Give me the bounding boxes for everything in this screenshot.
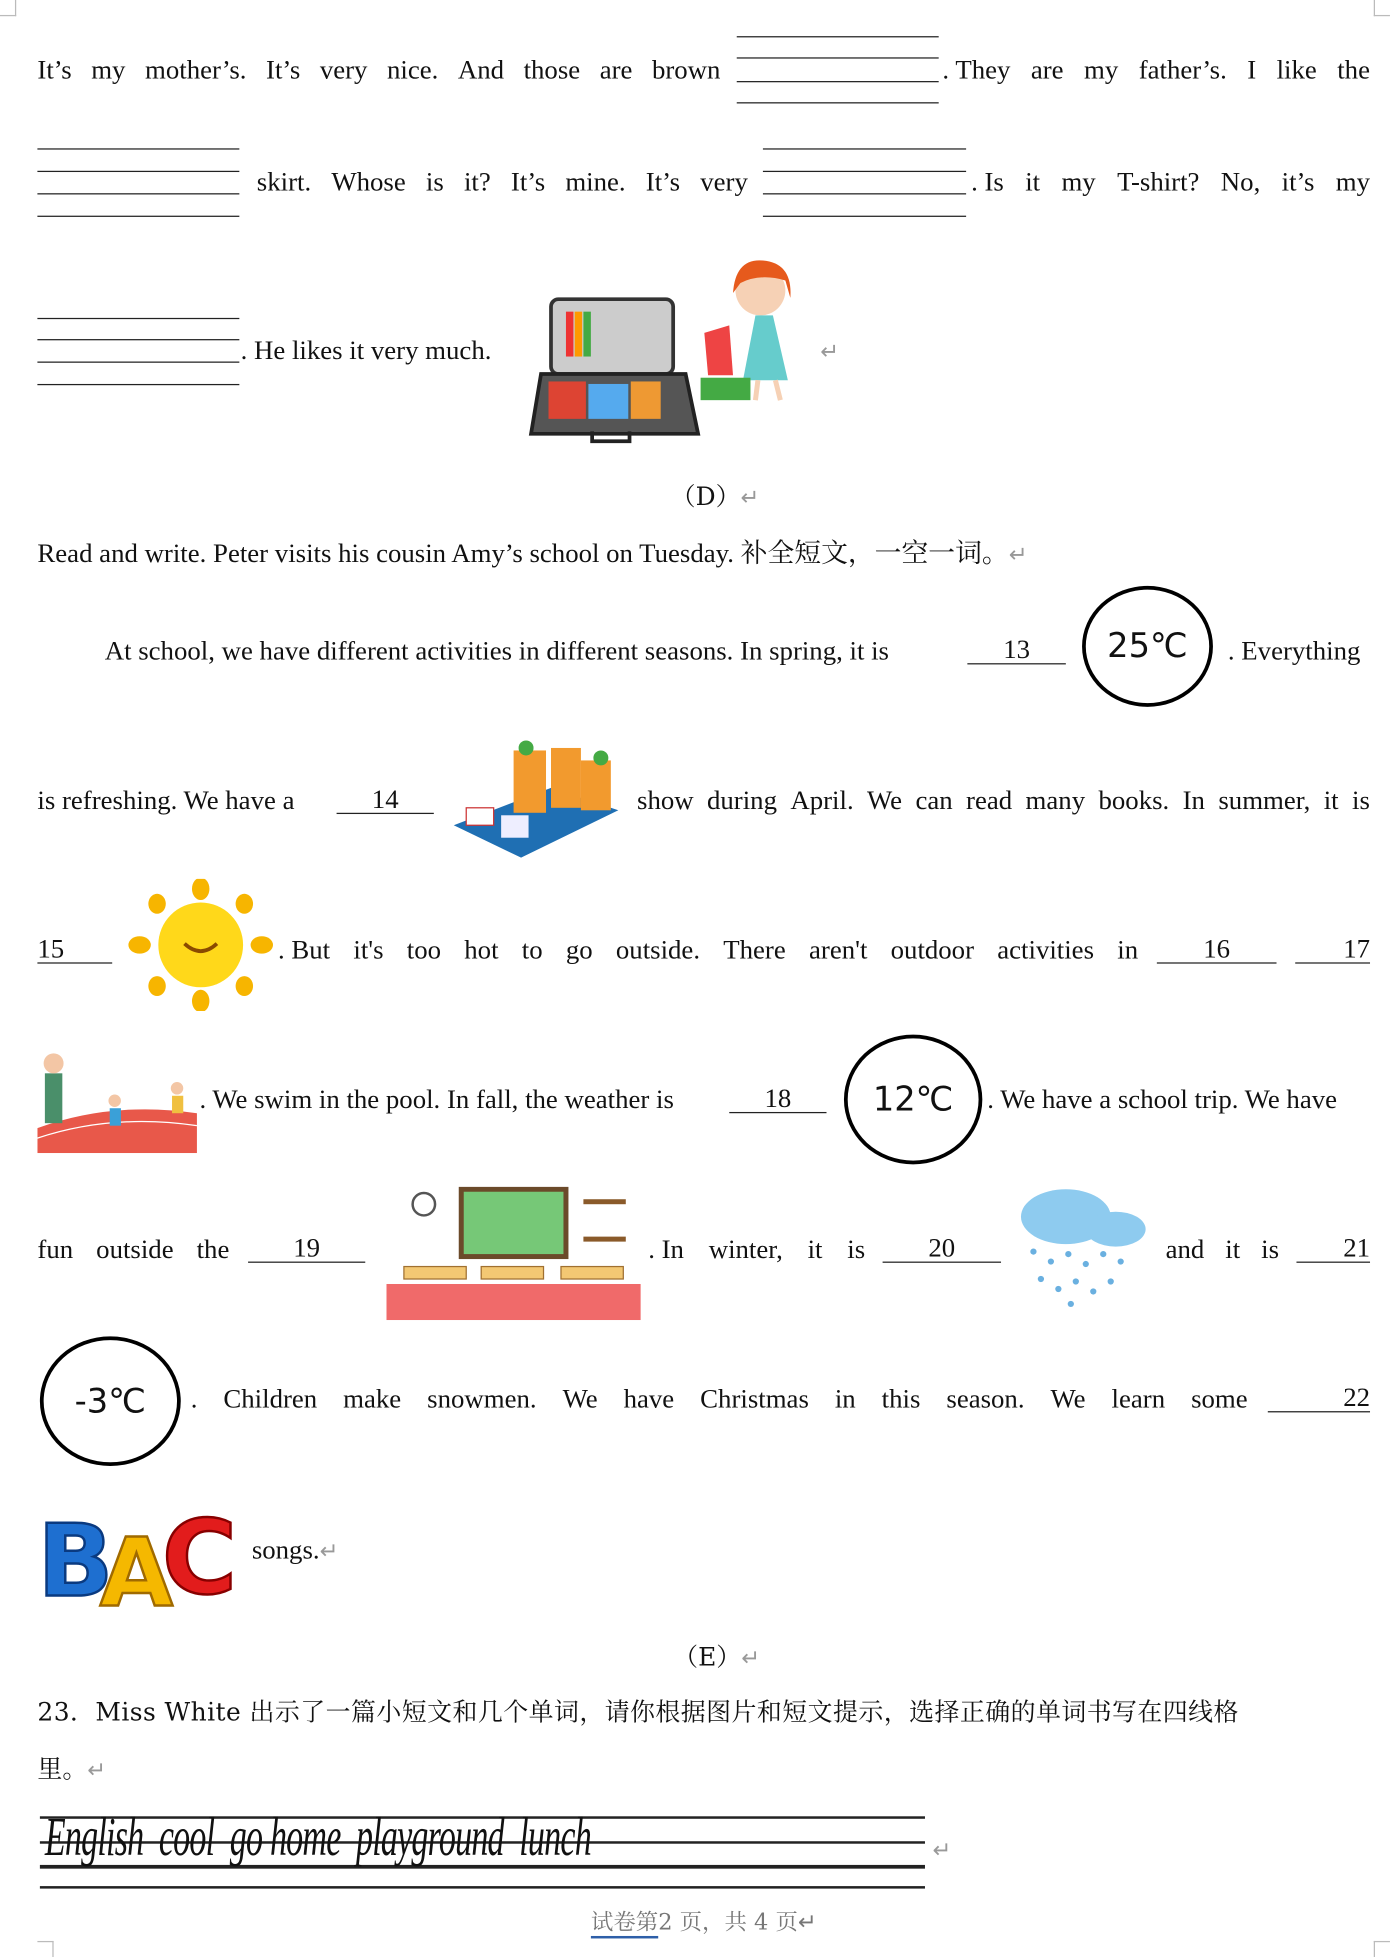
word: We: [867, 785, 903, 816]
blank-14[interactable]: 14: [337, 785, 434, 814]
word: is: [1351, 785, 1370, 816]
passage-text: [191, 1384, 1248, 1415]
word: It’s: [645, 167, 681, 197]
section-d-label: （D）↵: [670, 481, 760, 512]
passage-text: is refreshing. We have a: [37, 785, 295, 816]
word: . In: [648, 1234, 684, 1265]
word: winter,: [708, 1234, 783, 1265]
blank-19[interactable]: 19: [248, 1234, 365, 1263]
word: like: [1276, 54, 1317, 85]
word: outside: [96, 1234, 174, 1265]
word: April.: [790, 785, 854, 816]
paragraph-mark: ↵: [820, 339, 840, 365]
page-footer: 试卷第2 页，共 4 页↵: [591, 1905, 817, 1937]
word: outdoor: [890, 934, 975, 965]
svg-text:A: A: [99, 1518, 174, 1616]
word: very: [319, 54, 368, 85]
word: too: [406, 934, 442, 965]
word: make: [343, 1383, 402, 1414]
word: during: [706, 785, 777, 816]
word: summer,: [1218, 785, 1311, 816]
blank-21[interactable]: 21: [1296, 1234, 1370, 1263]
word: my: [1084, 54, 1119, 85]
text-line: [257, 167, 748, 198]
text-line: . He likes it very much.: [240, 335, 492, 366]
kids-running-image: [37, 1051, 197, 1153]
word: in: [834, 1383, 856, 1414]
word: mine.: [565, 167, 626, 197]
word: my: [91, 54, 126, 85]
passage-text: songs.↵: [251, 1534, 339, 1565]
word: have: [623, 1383, 675, 1414]
passage-text: . We have a school trip. We have: [987, 1084, 1338, 1115]
abc-letters-image: [37, 1483, 239, 1615]
word: are: [1030, 54, 1064, 85]
temperature-minus3-circle: -3℃: [40, 1336, 181, 1466]
passage-text: [1166, 1234, 1279, 1265]
word: my: [1061, 167, 1096, 197]
word: activities: [997, 934, 1095, 965]
temperature-25-circle: 25℃: [1082, 586, 1213, 707]
word: in: [1117, 934, 1139, 965]
word: my: [1335, 167, 1371, 197]
word: . But: [277, 934, 331, 965]
suitcase-image: [524, 297, 702, 444]
word-bank-words: English cool go home playground lunch: [44, 1806, 591, 1868]
word: In: [1182, 785, 1205, 816]
text-line: [37, 55, 720, 86]
word: Children: [223, 1383, 318, 1414]
word: show: [637, 785, 694, 816]
corner-mark: [0, 0, 16, 16]
word: books.: [1098, 785, 1170, 816]
corner-mark: [1374, 1941, 1390, 1957]
word: nice.: [386, 54, 439, 85]
passage-text: [278, 935, 1138, 966]
word: go: [565, 934, 593, 965]
word: It’s: [37, 54, 72, 85]
word: some: [1191, 1383, 1248, 1414]
word: season.: [946, 1383, 1025, 1414]
blank-20[interactable]: 20: [883, 1234, 1001, 1263]
word: it: [807, 1234, 823, 1265]
word: outside.: [615, 934, 701, 965]
word: it: [1323, 785, 1339, 816]
word: to: [521, 934, 543, 965]
blank-15[interactable]: 15: [37, 935, 112, 964]
word: mother’s.: [144, 54, 247, 85]
word: There: [723, 934, 786, 965]
paragraph-mark: ↵: [932, 1837, 952, 1863]
word: We: [562, 1383, 598, 1414]
blank-17[interactable]: 17: [1295, 935, 1370, 964]
word: can: [915, 785, 953, 816]
word: And: [457, 54, 505, 85]
word: . Is: [971, 167, 1004, 197]
section-e-label: （E）↵: [673, 1641, 761, 1672]
word: is: [847, 1234, 866, 1265]
word: it: [1225, 1234, 1241, 1265]
word: read: [966, 785, 1013, 816]
word: skirt.: [256, 167, 312, 197]
sun-image: [127, 879, 274, 1011]
word: aren't: [809, 934, 868, 965]
word: We: [1050, 1383, 1086, 1414]
text-line: [942, 55, 1370, 86]
rain-cloud-image: [1016, 1184, 1148, 1309]
passage-text: [37, 1234, 229, 1265]
word: are: [599, 54, 633, 85]
word: and: [1165, 1234, 1205, 1265]
word: it's: [353, 934, 384, 965]
word: the: [1337, 54, 1370, 85]
word: .: [190, 1383, 198, 1414]
temperature-12-circle: 12℃: [844, 1035, 982, 1165]
blank-18[interactable]: 18: [729, 1085, 826, 1114]
word: . They: [942, 54, 1011, 85]
word: brown: [651, 54, 721, 85]
word: it: [1025, 167, 1041, 197]
word: many: [1025, 785, 1086, 816]
book-show-image: [451, 738, 619, 864]
word: father’s.: [1138, 54, 1227, 85]
question-23: 23．Miss White 出示了一篇小短文和几个单词，请你根据图片和短文提示，选择正确的单词书写在四线格: [37, 1696, 1239, 1727]
word: It’s: [510, 167, 546, 197]
word: hot: [464, 934, 499, 965]
word: I: [1247, 54, 1257, 85]
corner-mark: [37, 1941, 53, 1957]
classroom-image: [386, 1187, 640, 1320]
word: No,: [1220, 167, 1261, 197]
svg-text:C: C: [162, 1499, 238, 1616]
word: is: [425, 167, 444, 197]
text-line: [971, 167, 1370, 198]
word: the: [196, 1234, 230, 1265]
question-23-cont: 里。↵: [37, 1753, 107, 1784]
word: those: [523, 54, 581, 85]
blank-22[interactable]: 22: [1268, 1384, 1370, 1413]
passage-text: . We swim in the pool. In fall, the weather is: [199, 1084, 674, 1115]
girl-with-clothes-image: [698, 256, 818, 403]
blank-16[interactable]: 16: [1157, 935, 1277, 964]
corner-mark: [1374, 0, 1390, 16]
svg-text:B: B: [37, 1502, 114, 1616]
word: learn: [1111, 1383, 1166, 1414]
blank-13[interactable]: 13: [967, 636, 1065, 665]
word: fun: [37, 1234, 74, 1265]
passage-text: At school, we have different activities in different seasons. In spring, it is: [104, 635, 890, 666]
word: very: [700, 167, 748, 197]
word: It’s: [266, 54, 301, 85]
word: it?: [463, 167, 491, 197]
word: this: [881, 1383, 921, 1414]
word: Whose: [331, 167, 406, 197]
passage-text: . Everything: [1227, 635, 1361, 666]
passage-text: [637, 785, 1370, 816]
word: it’s: [1281, 167, 1315, 197]
word: snowmen.: [427, 1383, 537, 1414]
word: T-shirt?: [1117, 167, 1200, 197]
word: Christmas: [700, 1383, 809, 1414]
instruction: Read and write. Peter visits his cousin Amy’s school on Tuesday. 补全短文，一空一词。↵: [37, 538, 1028, 569]
passage-text: [648, 1234, 865, 1265]
word: is: [1261, 1234, 1280, 1265]
